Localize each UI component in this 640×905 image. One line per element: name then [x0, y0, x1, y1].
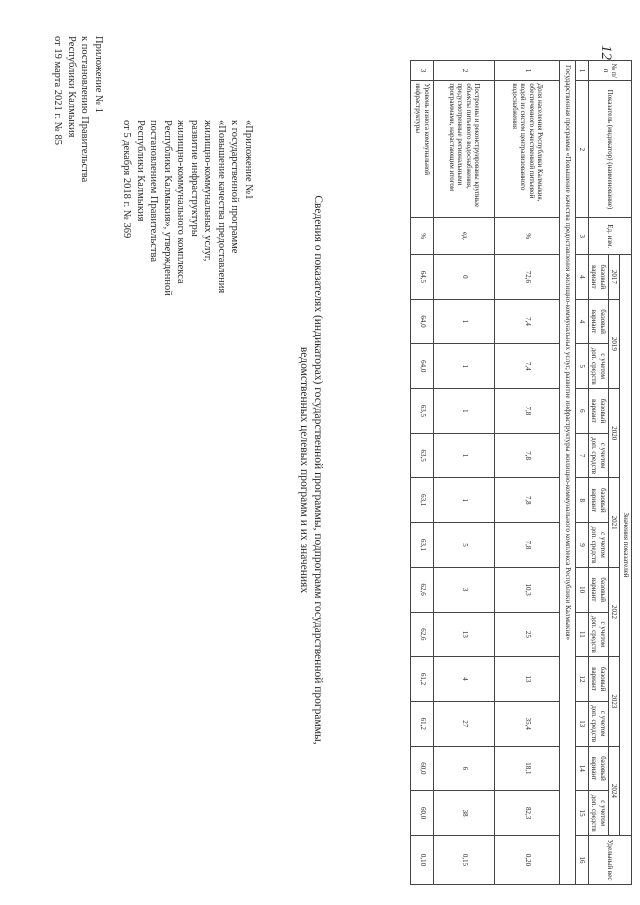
value-cell: 62,6 — [411, 567, 434, 612]
appendix-line: «Повышение качества предоставления — [216, 120, 227, 294]
value-cell: 60,0 — [411, 746, 434, 791]
column-number: 5 — [576, 344, 589, 389]
indicator-name: Построены и реконструированы крупные объекты питьевого водоснабжения, предусмотренные региональными программами, нарастающим итогом — [434, 81, 495, 218]
value-cell: 62,6 — [411, 612, 434, 657]
header-year: 2019 — [609, 299, 621, 388]
value-cell: 38 — [434, 791, 495, 836]
header-num: № п/п — [589, 61, 632, 81]
weight-cell: 0,10 — [411, 836, 434, 885]
unit-cell: ед. — [434, 218, 495, 255]
appendix-line: жилищно-коммунальных услуг, — [202, 120, 214, 262]
value-cell: 13 — [495, 657, 560, 702]
appendix-line: от 19 марта 2021 г. № 85 — [52, 36, 64, 145]
header-year: 2020 — [609, 389, 621, 478]
header-base: базовый вариант — [589, 255, 609, 300]
value-cell: 1 — [434, 478, 495, 523]
header-base: базовый вариант — [589, 746, 609, 791]
header-extra: с учетом доп. средств — [589, 612, 609, 657]
appendix-line: Республики Калмыкия», утвержденной — [162, 120, 173, 296]
header-weight: Удельный вес — [589, 836, 632, 885]
value-cell: 7,8 — [495, 433, 560, 478]
row-num: 3 — [411, 61, 434, 81]
value-cell: 64,5 — [411, 255, 434, 300]
value-cell: 6 — [434, 746, 495, 791]
program-title: Государственная программа «Повышение качества предоставления жилищно-коммунальных услуг, развитие инфраструктуры жилищно-коммунального комплекса Республики Калмыкия» — [560, 61, 576, 885]
value-cell: 1 — [434, 389, 495, 434]
value-cell: 27 — [434, 701, 495, 746]
indicator-name: Доля населения Республики Калмыкия, обеспеченного качественной питьевой водой из систем централизованного водоснабжения — [495, 81, 560, 218]
value-cell: 63,5 — [411, 433, 434, 478]
appendix-header — [51, 36, 105, 336]
column-number: 11 — [576, 612, 589, 657]
column-number: 1 — [576, 61, 589, 81]
value-cell: 82,3 — [495, 791, 560, 836]
unit-cell: % — [495, 218, 560, 255]
appendix-line: «Приложение №1 — [243, 120, 254, 200]
table-title-line: ведомственных целевых программ и их значениях — [298, 346, 310, 594]
value-cell: 72,6 — [495, 255, 560, 300]
indicator-name: Уровень износа коммунальной инфраструктуры — [411, 81, 434, 218]
column-number: 4 — [576, 299, 589, 344]
value-cell: 1 — [434, 344, 495, 389]
weight-cell: 0,15 — [434, 836, 495, 885]
value-cell: 7,4 — [495, 299, 560, 344]
value-cell: 61,2 — [411, 657, 434, 702]
column-number: 3 — [576, 218, 589, 255]
header-base: базовый вариант — [589, 657, 609, 702]
value-cell: 0 — [434, 255, 495, 300]
column-number: 14 — [576, 746, 589, 791]
column-number: 13 — [576, 701, 589, 746]
appendix-line: постановлением Правительства — [148, 120, 160, 263]
row-num: 2 — [434, 61, 495, 81]
header-year: 2017 — [609, 255, 621, 300]
appendix-line: развитие инфраструктуры — [189, 120, 200, 237]
value-cell: 10,3 — [495, 567, 560, 612]
header-unit: Ед. изм. — [589, 218, 632, 255]
appendix-line: от 5 декабря 2018 г. № 369 — [121, 120, 133, 239]
value-cell: 13 — [434, 612, 495, 657]
program-row — [560, 61, 576, 885]
column-number: 9 — [576, 523, 589, 568]
column-number: 2 — [576, 81, 589, 218]
appendix-line: Республики Калмыкия — [135, 120, 146, 222]
header-base: базовый вариант — [589, 478, 609, 523]
value-cell: 4 — [434, 657, 495, 702]
value-cell: 1 — [434, 433, 495, 478]
header-extra: с учетом доп. средств — [589, 791, 609, 836]
value-cell: 35,4 — [495, 701, 560, 746]
table-row — [411, 61, 434, 885]
column-number: 4 — [576, 255, 589, 300]
value-cell: 25 — [495, 612, 560, 657]
program-appendix-header — [120, 120, 255, 450]
row-num: 1 — [495, 61, 560, 81]
value-cell: 60,0 — [411, 791, 434, 836]
value-cell: 5 — [434, 523, 495, 568]
appendix-line: Приложение № 1 — [93, 36, 104, 113]
header-year: 2021 — [609, 478, 621, 567]
value-cell: 61,2 — [411, 701, 434, 746]
value-cell: 63,1 — [411, 523, 434, 568]
value-cell: 64,0 — [411, 344, 434, 389]
header-base: базовый вариант — [589, 567, 609, 612]
value-cell: 7,8 — [495, 389, 560, 434]
column-number: 8 — [576, 478, 589, 523]
weight-cell: 0,20 — [495, 836, 560, 885]
column-number: 7 — [576, 433, 589, 478]
value-cell: 63,5 — [411, 389, 434, 434]
unit-cell: % — [411, 218, 434, 255]
header-extra: с учетом доп. средств — [589, 701, 609, 746]
indicators-table — [411, 60, 633, 885]
column-number: 15 — [576, 791, 589, 836]
value-cell: 7,4 — [495, 344, 560, 389]
column-number: 12 — [576, 657, 589, 702]
header-extra: с учетом доп. средств — [589, 344, 609, 389]
value-cell: 1 — [434, 299, 495, 344]
column-number: 16 — [576, 836, 589, 885]
appendix-line: к государственной программе — [229, 120, 241, 254]
value-cell: 64,0 — [411, 299, 434, 344]
header-base: базовый вариант — [589, 299, 609, 344]
column-number-row — [576, 61, 589, 885]
header-indicator: Показатель (индикатор) (наименование) — [589, 81, 632, 218]
value-cell: 18,1 — [495, 746, 560, 791]
page-number: 12 — [598, 45, 614, 60]
appendix-line: Республики Калмыкия — [66, 36, 77, 138]
table-row — [434, 61, 495, 885]
header-year: 2022 — [609, 567, 621, 656]
header-base: базовый вариант — [589, 389, 609, 434]
table-title — [297, 150, 325, 790]
column-number: 6 — [576, 389, 589, 434]
appendix-line: жилищно-коммунального комплекса — [175, 120, 187, 284]
header-extra: с учетом доп. средств — [589, 523, 609, 568]
header-year: 2024 — [609, 746, 621, 836]
header-values-group: Значения показателей — [620, 255, 632, 836]
table-title-line: Сведения о показателях (индикаторах) государственной программы, подпрограмм государственной программы, — [312, 195, 324, 745]
column-number: 10 — [576, 567, 589, 612]
value-cell: 3 — [434, 567, 495, 612]
value-cell: 7,8 — [495, 523, 560, 568]
value-cell: 7,8 — [495, 478, 560, 523]
header-year: 2023 — [609, 657, 621, 746]
value-cell: 63,1 — [411, 478, 434, 523]
header-extra: с учетом доп. средств — [589, 433, 609, 478]
table-row — [495, 61, 560, 885]
appendix-line: к постановлению Правительства — [79, 36, 91, 183]
